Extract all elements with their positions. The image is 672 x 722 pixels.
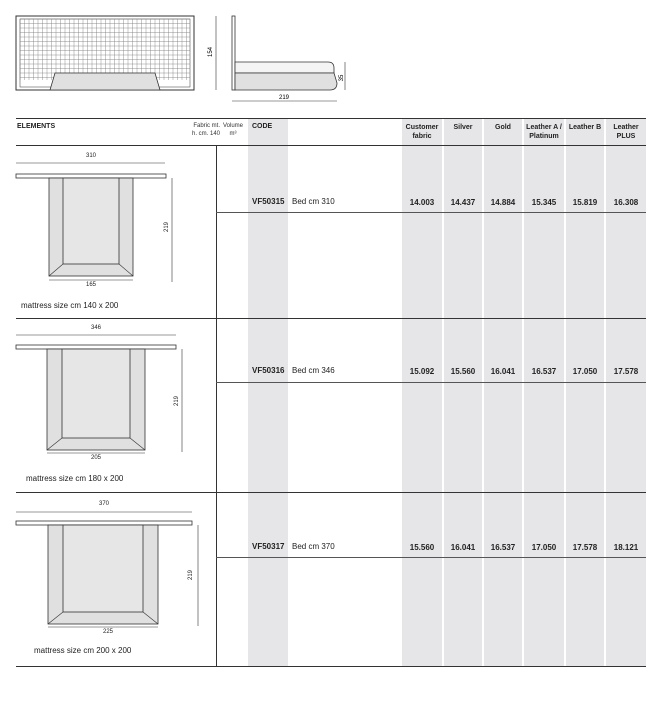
top-depth-label: 219 (278, 95, 290, 101)
price-cell: 16.537 (531, 367, 557, 376)
code-header: CODE (252, 123, 273, 130)
row-1-width-label: 310 (85, 153, 96, 159)
price-cell: 15.819 (572, 198, 598, 207)
price-cell: 16.537 (490, 543, 516, 552)
price-column-header (484, 123, 522, 132)
price-cell: 16.041 (450, 543, 476, 552)
bed-346-plan (16, 335, 182, 453)
price-column-header-line1: Customer (405, 124, 439, 131)
row-2-code-underline (216, 382, 646, 383)
price-cell: 15.560 (450, 367, 476, 376)
price-column-header-line2: fabric (412, 133, 432, 140)
row-3-length-label: 219 (188, 570, 194, 581)
price-cell: 17.050 (572, 367, 598, 376)
row-3-code-underline (216, 557, 646, 558)
price-cell: 17.578 (613, 367, 639, 376)
price-cell: 14.884 (490, 198, 516, 207)
row-1-length-label: 219 (164, 222, 170, 233)
price-column-header (402, 123, 442, 141)
price-cell: 14.437 (450, 198, 476, 207)
row-3-mattress-size: mattress size cm 200 x 200 (34, 646, 132, 655)
bed-370-plan (16, 512, 198, 627)
row-2-mattress-size: mattress size cm 180 x 200 (26, 474, 124, 483)
price-column-header (524, 123, 564, 141)
side-height-label: 35 (339, 74, 345, 82)
price-cell: 14.003 (409, 198, 435, 207)
row-3-width-label: 370 (98, 501, 109, 507)
price-column-header-line1: Leather B (568, 124, 602, 131)
side-view-drawing (232, 16, 337, 90)
top-height-label: 154 (208, 46, 214, 58)
row-3-code: VF50317 (252, 542, 285, 551)
price-column-header-line1: Silver (453, 124, 473, 131)
row-3-description: Bed cm 370 (292, 542, 335, 551)
price-column-header-line1: Gold (495, 124, 511, 131)
row-1-code: VF50315 (252, 197, 285, 206)
price-column-header-line1: Leather A / (526, 124, 562, 131)
price-cell: 15.345 (531, 198, 557, 207)
price-column-header (606, 123, 646, 141)
volume-header: Volume m³ (222, 123, 243, 137)
row-1-code-underline (216, 212, 646, 213)
price-column-header-line2: Platinum (529, 133, 559, 140)
row-1-mattress-size: mattress size cm 140 x 200 (21, 301, 119, 310)
row-2-inner-label: 205 (90, 455, 101, 461)
price-cell: 15.092 (409, 367, 435, 376)
price-column-header (444, 123, 482, 132)
row-3-inner-label: 225 (102, 629, 113, 635)
bed-plan-drawings (0, 0, 216, 722)
row-2-length-label: 219 (174, 396, 180, 407)
price-column-header (566, 123, 604, 132)
price-cell: 17.050 (531, 543, 557, 552)
elements-header: ELEMENTS (17, 123, 56, 130)
price-cell: 17.578 (572, 543, 598, 552)
bed-310-plan (16, 163, 172, 282)
price-cell: 16.041 (490, 367, 516, 376)
row-1-inner-label: 165 (85, 282, 96, 288)
price-column-header-line2: PLUS (616, 133, 636, 140)
fabric-header: Fabric mt. h. cm. 140 (191, 123, 220, 137)
row-2-width-label: 346 (90, 325, 101, 331)
price-column-header-line1: Leather (613, 124, 639, 131)
row-2-description: Bed cm 346 (292, 366, 335, 375)
row-1-description: Bed cm 310 (292, 197, 335, 206)
price-cell: 18.121 (613, 543, 639, 552)
drawing-column-divider (216, 145, 217, 666)
price-cell: 15.560 (409, 543, 435, 552)
row-2-code: VF50316 (252, 366, 285, 375)
price-cell: 16.308 (613, 198, 639, 207)
